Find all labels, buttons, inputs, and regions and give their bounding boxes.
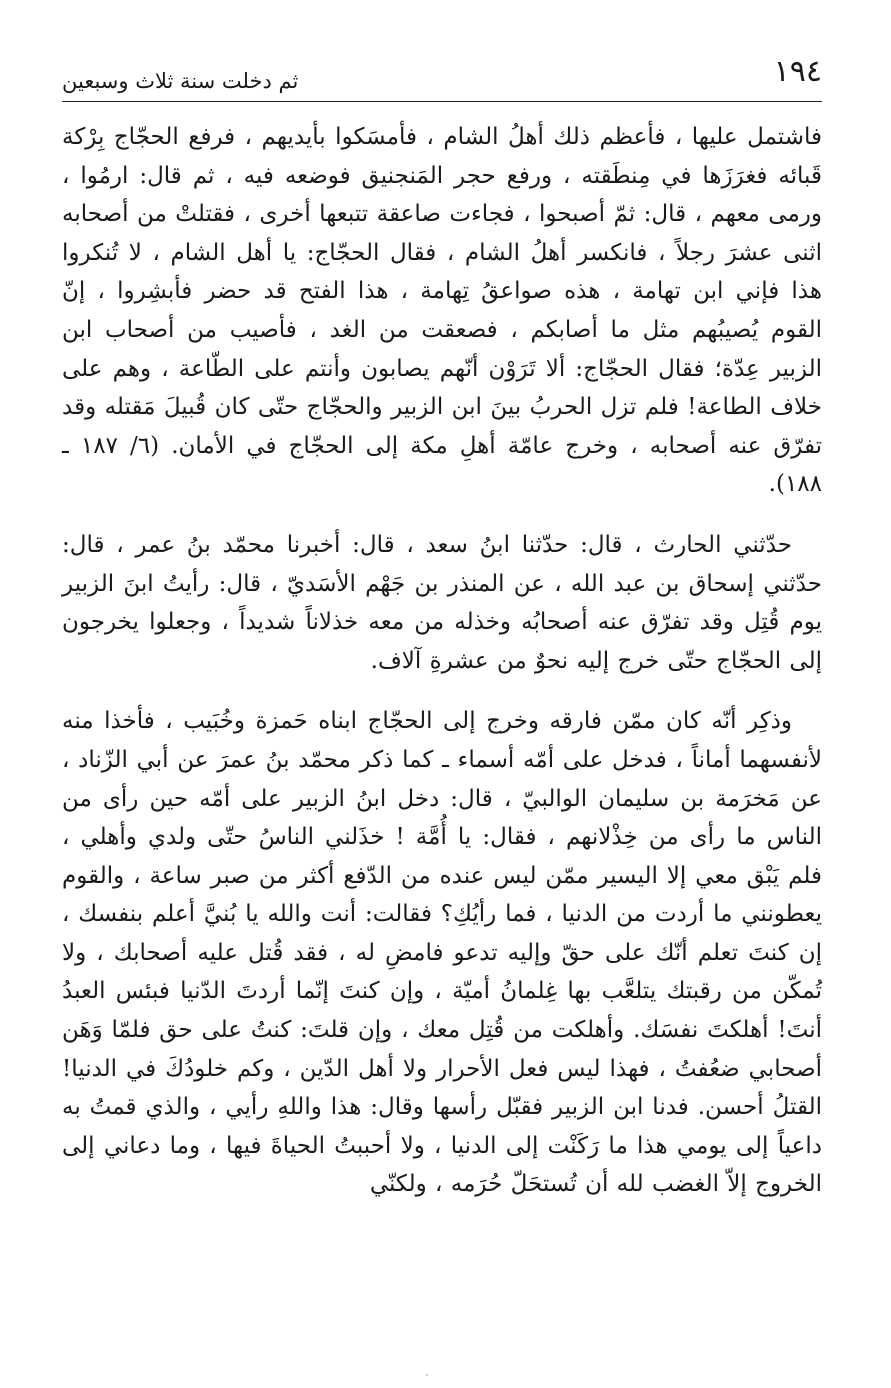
paragraph-1: فاشتمل عليها ، فأعظم ذلك أهلُ الشام ، فأمسَكوا بأيديهم ، فرفع الحجّاج بِرْكة قَبائه فغرَزَها في مِنطَقته ، ورفع حجر المَنجنيق فوضعه فيه ، ثم قال: ارمُوا ، ورمى معهم ، قال: ثمّ أصبحوا ، فجاءت صاعقة تتبعها أخرى ، فقتلتْ من أصحابه اثنى عشرَ رجلاً ، فانكسر أهلُ الشام ، فقال الحجّاج: يا أهل الشام ، لا تُنكروا هذا فإني ابن تهامة ، هذه صواعقُ تِهامة ، هذا الفتح قد حضر فأبشِروا ، إنّ القوم يُصيبُهم مثل ما أصابكم ، فصعقت من الغد ، فأصيب من أصحاب ابن الزبير عِدّة؛ فقال الحجّاج: ألا تَرَوْن أنّهم يصابون وأنتم على الطّاعة ، وهم على خلاف الطاعة! فلم تزل الحربُ بينَ ابن الزبير والحجّاج حتّى كان قُبيلَ مَقتله وقد تفرّق عنه أصحابه ، وخرج عامّة أهلِ مكة إلى الحجّاج في الأمان. (٦/ ١٨٧ ـ ١٨٨). [62, 124, 823, 498]
body-text [62, 118, 822, 1204]
page-number: ١٩٤ [773, 54, 822, 89]
page-header [62, 52, 822, 102]
paragraph-2: حدّثني الحارث ، قال: حدّثنا ابنُ سعد ، قال: أخبرنا محمّد بنُ عمر ، قال: حدّثني إسحاق بن عبد الله ، عن المنذر بن جَهْم الأسَديّ ، قال: رأيتُ ابنَ الزبير يوم قُتِل وقد تفرّق عنه أصحابُه وخذله من معه خذلاناً شديداً ، وجعلوا يخرجون إلى الحجّاج حتّى خرج إليه نحوٌ من عشرةِ آلاف. [62, 531, 823, 674]
header-rule [62, 101, 822, 102]
running-title: ثم دخلت سنة ثلاث وسبعين [62, 69, 299, 93]
scan-speck [426, 1374, 428, 1376]
paragraph-3: وذكِر أنّه كان ممّن فارقه وخرج إلى الحجّاج ابناه حَمزة وخُبَيب ، فأخذا منه لأنفسهما أماناً ، فدخل على أمّه أسماء ـ كما ذكر محمّد بنُ عمرَ عن أبي الزّناد ، عن مَخرَمة بن سليمان الوالبيّ ، قال: دخل ابنُ الزبير على أمّه حين رأى من الناس ما رأى من خِذْلانهم ، فقال: يا أُمَّة ! خذَلني الناسُ حتّى ولدي وأهلي ، فلم يَبْق معي إلا اليسير ممّن ليس عنده من الدّفع أكثر من صبر ساعة ، والقوم يعطونني ما أردت من الدنيا ، فما رأيُكِ؟ فقالت: أنت والله يا بُنيَّ أعلم بنفسك ، إن كنتَ تعلم أنّك على حقّ وإليه تدعو فامضِ له ، فقد قُتل عليه أصحابك ، ولا تُمكّن من رقبتك يتلعَّب بها غِلمانُ أميّة ، وإن كنتَ إنّما أردتَ الدّنيا فبئس العبدُ أنتَ! أهلكتَ نفسَك. وأهلكت من قُتِل معك ، وإن قلتَ: كنتُ على حق فلمّا وَهَن أصحابي ضعُفتُ ، فهذا ليس فعل الأحرار ولا أهل الدّين ، وكم خلودُكَ في الدنيا! القتلُ أحسن. فدنا ابن الزبير فقبّل رأسها وقال: هذا واللهِ رأيي ، والذي قمتُ به داعياً إلى يومي هذا ما رَكَنْت إلى الدنيا ، ولا أحببتُ الحياةَ فيها ، وما دعاني إلى الخروج إلاّ الغضب لله أن تُستحَلّ حُرَمه ، ولكنّي [62, 708, 822, 1198]
